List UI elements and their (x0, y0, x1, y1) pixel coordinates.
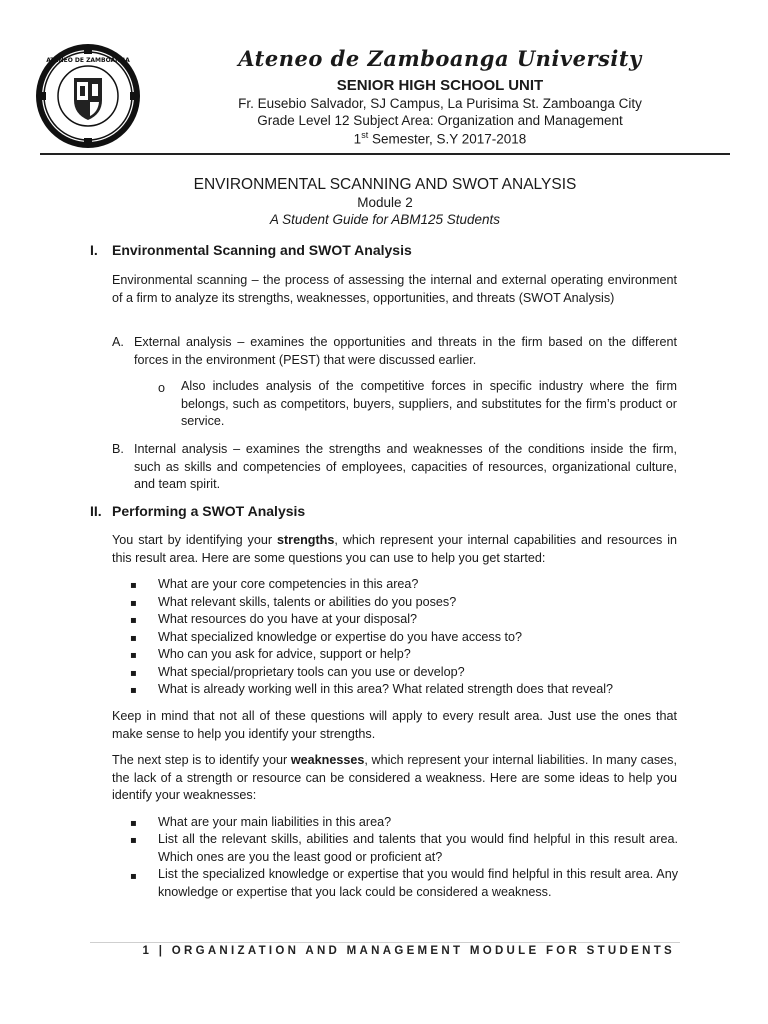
section-1-heading: I. Environmental Scanning and SWOT Analysis (90, 242, 412, 258)
bullet: ▪ (130, 871, 137, 882)
list-item: What specialized knowledge or expertise do you have access to? (158, 630, 523, 644)
list-item: List all the relevant skills, abilities and talents that you would find helpful in this result area. Which ones are you the least good or proficient at? (158, 832, 678, 864)
weaknesses-paragraph: The next step is to identify your weaknesses, which represent your internal liabilities. In many cases, the lack of a strength or resource can be considered a weakness. Here are some ideas to help you identify your weaknesses: (112, 753, 677, 802)
section-2-heading: II. Performing a SWOT Analysis (90, 503, 306, 519)
list-item: What special/proprietary tools can you use or develop? (158, 665, 465, 679)
semester: 1st Semester, S.Y 2017-2018 (353, 130, 527, 147)
footer-text: ORGANIZATION AND MANAGEMENT MODULE FOR STUDENTS (171, 945, 675, 957)
campus-address: Fr. Eusebio Salvador, SJ Campus, La Purisima St. Zamboanga City (238, 96, 642, 111)
item-a-sub-text: Also includes analysis of the competitive forces in specific industry where the firm belongs, such as competitors, buyers, suppliers, and substitutes for the firm’s product or service. (181, 379, 677, 428)
guide-subtitle: A Student Guide for ABM125 Students (269, 212, 501, 227)
document-title: ENVIRONMENTAL SCANNING AND SWOT ANALYSIS (193, 176, 577, 193)
bullet: ▪ (130, 685, 137, 696)
grade-subject: Grade Level 12 Subject Area: Organization and Management (257, 113, 623, 128)
bullet: ▪ (130, 615, 137, 626)
item-b-text: Internal analysis – examines the strengths and weaknesses of the conditions inside the firm, such as skills and competencies of employees, capacities of resources, organizational culture, and team spirit. (134, 442, 677, 491)
sub-bullet: o (158, 381, 166, 395)
bullet: ▪ (130, 633, 137, 644)
university-name: Ateneo de Zamboanga University (238, 46, 642, 71)
list-item: What are your main liabilities in this area? (158, 815, 392, 829)
university-seal-icon (34, 42, 142, 150)
list-item: What relevant skills, talents or abilities do you poses? (158, 595, 457, 609)
item-b-label: B. (112, 442, 124, 456)
footer-rule (90, 942, 680, 943)
bullet: ▪ (130, 598, 137, 609)
module-label: Module 2 (357, 195, 413, 210)
item-a-label: A. (112, 335, 124, 349)
list-item: What are your core competencies in this area? (158, 577, 419, 591)
seal-text: ATENEO DE ZAMBOANGA (46, 57, 130, 64)
header-rule (40, 153, 730, 155)
page-footer: 1 | ORGANIZATION AND MANAGEMENT MODULE FOR STUDENTS (142, 945, 675, 957)
keep-in-mind-paragraph: Keep in mind that not all of these questions will apply to every result area. Just use the ones that make sense to help you identify your strengths. (112, 709, 677, 741)
section-1-intro: Environmental scanning – the process of assessing the internal and external operating environment of a firm to analyze its strengths, weaknesses, opportunities, and threats (SWOT Analysis) (112, 273, 677, 305)
bullet: ▪ (130, 650, 137, 661)
bullet: ▪ (130, 835, 137, 846)
list-item: Who can you ask for advice, support or help? (158, 647, 411, 661)
bullet: ▪ (130, 668, 137, 679)
list-item: What resources do you have at your disposal? (158, 612, 418, 626)
bullet: ▪ (130, 580, 137, 591)
bullet: ▪ (130, 818, 137, 829)
list-item: What is already working well in this area? What related strength does that reveal? (158, 682, 614, 696)
strengths-paragraph: You start by identifying your strengths, which represent your internal capabilities and resources in this result area. Here are some questions you can use to help you get started: (112, 533, 678, 565)
page-number: 1 (142, 945, 153, 957)
list-item: List the specialized knowledge or expertise that you would find helpful in this result area. Any knowledge or expertise that you lack could be considered a weakness. (158, 867, 678, 899)
item-a-text: External analysis – examines the opportunities and threats in the firm based on the different forces in the environment (PEST) that were discussed earlier. (134, 335, 677, 367)
unit-name: SENIOR HIGH SCHOOL UNIT (336, 77, 544, 94)
